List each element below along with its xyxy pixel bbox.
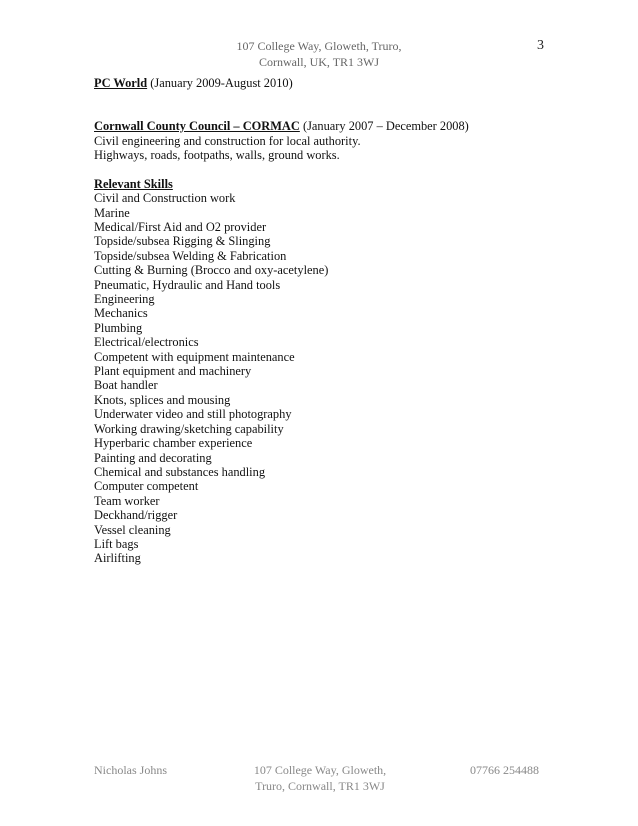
cornwall-entry: [94, 119, 554, 162]
skill-item: Deckhand/rigger: [94, 508, 178, 523]
footer-address: [240, 762, 400, 794]
page-number: 3: [537, 38, 544, 53]
skill-item: Plant equipment and machinery: [94, 364, 252, 379]
header-address-line1: 107 College Way, Gloweth, Truro,: [236, 39, 402, 53]
skill-item: Topside/subsea Welding & Fabrication: [94, 248, 287, 263]
footer-address-line2: Truro, Cornwall, TR1 3WJ: [255, 779, 385, 793]
skill-item: Competent with equipment maintenance: [94, 349, 295, 364]
header-address-line2: Cornwall, UK, TR1 3WJ: [258, 55, 380, 69]
footer-phone: 07766 254488: [470, 763, 539, 777]
skill-item: Team worker: [94, 493, 160, 508]
page-header: [210, 38, 428, 70]
document-body: [94, 76, 554, 566]
pc-world-entry: [94, 76, 554, 90]
skill-item: Chemical and substances handling: [94, 464, 266, 479]
skills-section: [94, 177, 554, 566]
skill-item: Plumbing: [94, 320, 143, 335]
skill-item: Pneumatic, Hydraulic and Hand tools: [94, 277, 281, 292]
pc-world-dates: (January 2009-August 2010): [150, 76, 293, 90]
skill-item: Working drawing/sketching capability: [94, 421, 284, 436]
skill-item: Airlifting: [94, 551, 141, 566]
cornwall-dates: (January 2007 – December 2008): [302, 119, 469, 134]
skill-item: Medical/First Aid and O2 provider: [94, 220, 267, 235]
footer-address-line1: 107 College Way, Gloweth,: [253, 763, 387, 777]
cornwall-line: Highways, roads, footpaths, walls, ground works.: [94, 148, 340, 162]
skill-item: Engineering: [94, 292, 155, 307]
skill-item: Underwater video and still photography: [94, 407, 292, 422]
skill-item: Mechanics: [94, 306, 148, 321]
skill-item: Lift bags: [94, 536, 139, 551]
skill-item: Civil and Construction work: [94, 191, 236, 206]
skills-heading: Relevant Skills: [94, 176, 173, 191]
footer-name: Nicholas Johns: [94, 763, 167, 777]
skill-item: Hyperbaric chamber experience: [94, 436, 253, 451]
cornwall-line: Civil engineering and construction for local authority.: [94, 133, 361, 148]
skills-list: [94, 191, 554, 566]
skill-item: Marine: [94, 205, 130, 220]
skill-item: Cutting & Burning (Brocco and oxy-acetylene): [94, 263, 329, 278]
skill-item: Painting and decorating: [94, 450, 212, 465]
skill-item: Electrical/electronics: [94, 335, 199, 350]
skill-item: Vessel cleaning: [94, 522, 171, 537]
skill-item: Boat handler: [94, 378, 158, 393]
skill-item: Topside/subsea Rigging & Slinging: [94, 234, 271, 249]
pc-world-title: PC World: [94, 76, 148, 90]
skill-item: Knots, splices and mousing: [94, 392, 231, 407]
skill-item: Computer competent: [94, 479, 199, 494]
cornwall-title: Cornwall County Council – CORMAC: [94, 119, 300, 134]
